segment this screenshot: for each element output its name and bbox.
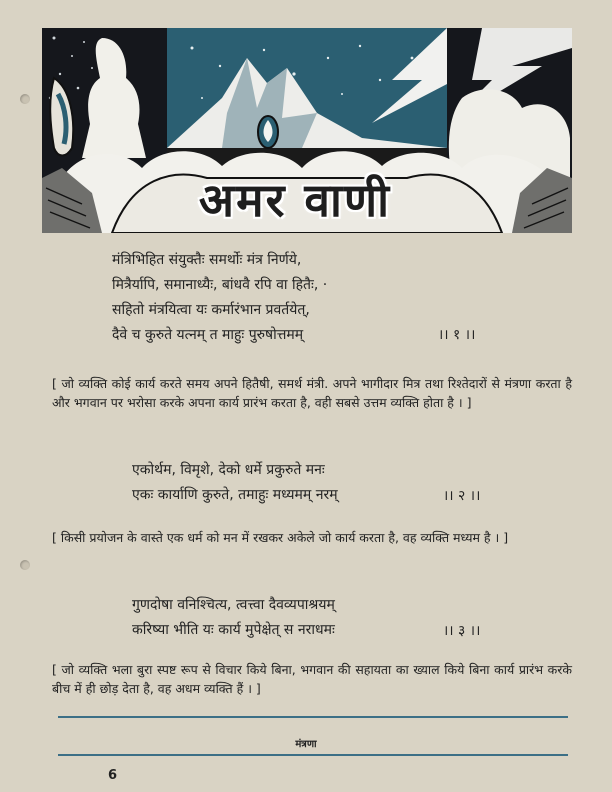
verse-line: गुणदोषा वनिश्चित्य, त्वत्त्वा दैवव्यपाश्रयम् bbox=[132, 597, 335, 613]
verse-meaning: [ जो व्यक्ति भला बुरा स्पष्ट रूप से विचार किये बिना, भगवान की सहायता का ख्याल किये बिना कार्य प्रारंभ करके बीच में ही छोड़ देता है, वह अधम व्यक्ति हैं । ] bbox=[52, 662, 572, 696]
verse-number: ।। ३ ।। bbox=[443, 623, 481, 639]
verse-2 bbox=[132, 458, 532, 508]
page-title: अमर वाणी bbox=[198, 173, 392, 227]
page-number: 6 bbox=[108, 768, 118, 783]
verse-number: ।। १ ।। bbox=[438, 327, 476, 343]
verse-line: दैवे च कुरुते यत्नम् त माहुः पुरुषोत्तमम् bbox=[112, 327, 304, 343]
verse-line: करिष्या भीति यः कार्य मुपेक्षेत् स नराधमः bbox=[132, 622, 335, 638]
verse-line: मंत्रिभिहित संयुक्तैः समर्थोः मंत्र निर्णये, bbox=[112, 252, 302, 268]
footer-rule-bottom bbox=[58, 754, 568, 756]
verse-1 bbox=[112, 248, 512, 348]
binding-hole-bottom bbox=[20, 560, 30, 570]
verse-line: एकः कार्याणि कुरुते, तमाहुः मध्यमम् नरम् bbox=[132, 487, 338, 503]
verse-meaning: [ किसी प्रयोजन के वास्ते एक धर्म को मन में रखकर अकेले जो कार्य करता है, वह व्यक्ति मध्यम है । ] bbox=[52, 530, 509, 545]
footer-rule-top bbox=[58, 716, 568, 718]
verse-line: मित्रैर्यापि, समानाध्यैः, बांधवै रपि वा हितैः, · bbox=[112, 277, 328, 293]
footer-label: मंत्रणा bbox=[295, 739, 317, 750]
verse-line: एकोर्थम, विमृशे, देको धर्मे प्रकुरुते मनः bbox=[132, 462, 325, 478]
verse-meaning: [ जो व्यक्ति कोई कार्य करते समय अपने हितैषी, समर्थ मंत्री. अपने भागीदार मित्र तथा रिश्तेदारों से मंत्रणा करता है और भगवान पर भरोसा करके अपना कार्य प्रारंभ करता है, वही सबसे उत्तम व्यक्ति होता है । ] bbox=[52, 376, 572, 410]
verse-3 bbox=[132, 593, 532, 643]
binding-hole-top bbox=[20, 94, 30, 104]
verse-line: सहितो मंत्रयित्वा यः कर्मारंभान प्रवर्तयेत्, bbox=[112, 302, 310, 318]
verse-number: ।। २ ।। bbox=[443, 488, 481, 504]
